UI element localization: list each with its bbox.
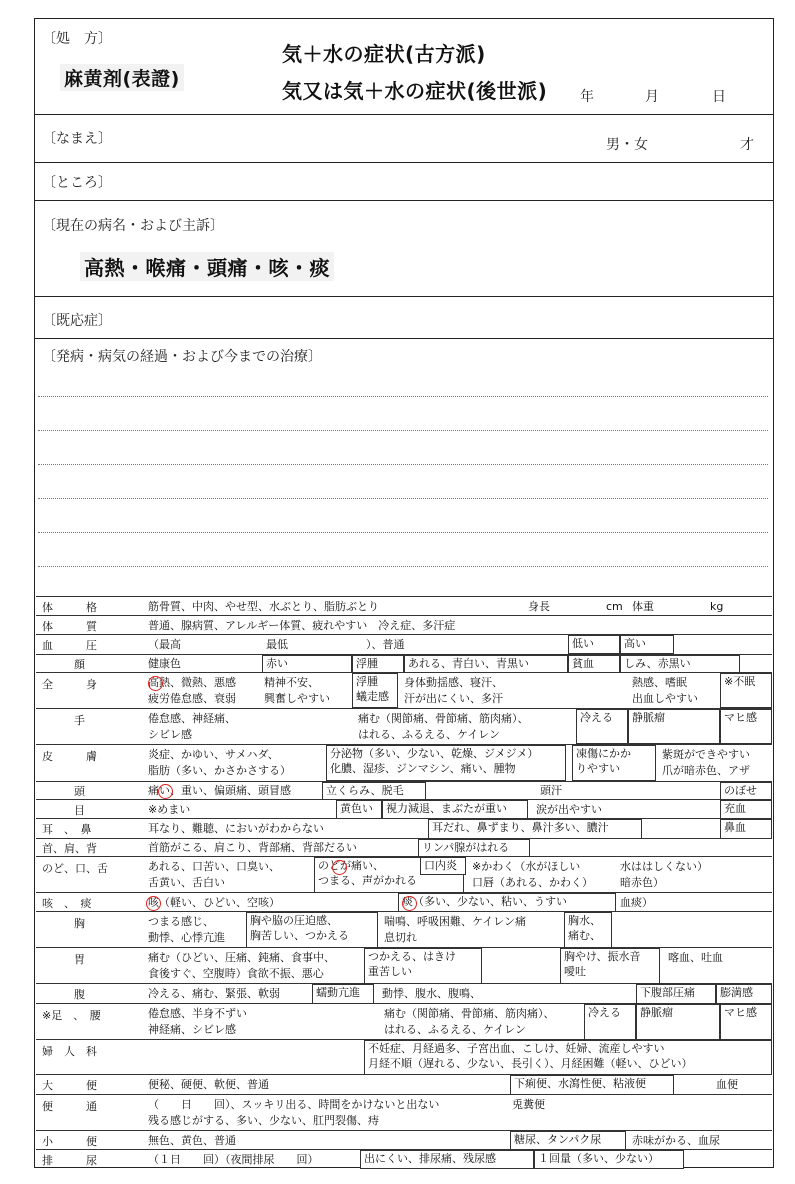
cm-unit: cm [606,600,623,613]
row-options: 視力減退、まぶたが重い [382,800,528,819]
option-text: 月経不順（遅れる、少ない、長引く）、月経困難（軽い、ひどい） [368,1057,693,1070]
row-options: 下痢便、水瀉性便、粘液便 [510,1075,674,1095]
row-options: 痛む（ひどい、圧痛、鈍痛、食事中、 [148,951,335,964]
row-category: ※足 、 腰 [42,1009,101,1022]
row-options: リンパ腺がはれる [418,839,530,857]
row-options [560,948,660,984]
row-constitution [36,615,772,634]
day-label: 日 [712,89,726,105]
row-options: 冷える、痛む、緊張、軟弱 [148,987,280,1000]
sex-field: 男・女 [606,137,648,153]
row-options: 水ははしくない） [620,860,708,873]
height-label: 身長 [528,600,550,613]
row-options: 紫斑ができやすい [662,748,750,761]
row-category: 手 [74,714,85,727]
row-options: はれる、ふるえる、ケイレン [384,1023,526,1036]
row-category: 血 圧 [42,639,97,652]
row-category: のど、口、舌 [42,862,108,875]
row-options: 残る感じがする、多い、少ない、肛門裂傷、痔 [148,1114,379,1127]
row-stool [36,1074,772,1094]
row-options: 蠕動亢進 [312,984,374,1004]
selection-circle [146,896,161,911]
option-text: のどが痛い、 [318,859,384,872]
complaint-value: 高熱・喉痛・頭痛・咳・痰 [80,252,334,281]
row-options: 頭汗 [540,784,562,797]
weight-label: 体重 [632,600,654,613]
prescription-label: 〔処 方〕 [42,31,112,47]
option-text: 凍傷にかか [576,747,631,760]
row-options: 浮腫 [352,655,404,673]
option-text: 分泌物（多い、少ない、乾燥、ジメジメ） [330,747,539,760]
row-chest [36,911,772,947]
row-options [364,1040,772,1075]
row-options [364,948,482,984]
row-options: 動悸、心悸亢進 [148,931,225,944]
option-text: 化膿、湿疹、ジンマシン、痛い、腫物 [330,762,516,775]
bp-high: 高い [620,635,674,654]
row-options: 赤味がかる、血尿 [632,1134,720,1147]
row-category: 顔 [74,658,85,671]
complaint-label: 〔現在の病名・および主訴〕 [42,218,224,234]
selection-circle [158,784,173,799]
row-category: 便 通 [42,1100,97,1113]
row-abdomen [36,983,772,1003]
row-category: 皮 膚 [42,750,97,763]
row-gynecology [36,1039,772,1074]
row-ears-nose [36,818,772,838]
option-text: 噯吐 [564,965,586,978]
row-cough-phlegm [36,892,772,911]
selection-circle [148,676,163,691]
option-text: 重苦しい [368,965,412,978]
option-text: 胸やけ、振水音 [564,950,641,963]
divider [34,162,774,163]
age-label: 才 [740,137,754,153]
row-category: 首、肩、背 [42,842,97,855]
name-label: 〔なまえ〕 [42,131,112,147]
row-options: 痛む（関節痛、骨節痛、筋肉痛）、 [358,712,529,725]
row-options: 爪が暗赤色、アザ [662,764,750,777]
row-options: 鼻血 [720,819,772,839]
row-face [36,654,772,672]
row-throat-mouth-tongue [36,856,772,892]
row-category: 排 尿 [42,1154,97,1167]
row-options: シビレ感 [148,728,192,741]
row-options: 耳だれ、鼻ずまり、鼻汁多い、膿汁 [428,819,642,839]
history-label: 〔既応症〕 [42,313,112,329]
row-options: 出血しやすい [632,692,698,705]
row-options: 食後すぐ、空腹時）食欲不振、悪心 [148,967,324,980]
row-category: 耳 、 鼻 [42,823,92,836]
row-options: 咳（軽い、ひどい、空咳） [148,896,280,909]
row-hands [36,708,772,744]
writing-line [38,566,768,567]
option-text: 胸水、 [568,914,601,927]
row-options: 普通、腺病質、アレルギー体質、疲れやすい 冷え症、多汗症 [148,619,456,632]
row-options: 静脈瘤 [628,709,720,744]
row-category: 体 質 [42,620,97,633]
row-options: 熱感、嗜眠 [632,676,687,689]
row-options: あれる、口苦い、口臭い、 [148,860,280,873]
row-options: 身体動揺感、寝汗、 [404,676,503,689]
month-label: 月 [645,89,659,105]
row-category: 胃 [74,953,85,966]
writing-line [38,532,768,533]
row-options: つまる感じ、 [148,915,214,928]
row-options [572,745,656,781]
divider [34,338,774,339]
row-options: 冷える [576,709,628,744]
bp-low: 低い [568,635,620,654]
row-category: 小 便 [42,1135,97,1148]
row-options: 喘鳴、呼吸困難、ケイレン痛 [384,915,526,928]
row-options: 耳なり、難聴、においがわからない [148,822,324,835]
bp-min: 最低 [266,638,288,651]
row-physique [36,596,772,615]
row-options: あれる、青白い、青黒い [404,655,568,673]
row-options: 膨満感 [716,984,772,1004]
divider [34,200,774,201]
note-line-1: 気＋水の症状(古方派) [282,42,486,66]
row-options: 炎症、かゆい、サメハダ、 [148,748,279,761]
row-options: マヒ感 [720,709,772,744]
row-options: 赤い [262,655,352,673]
row-options: （１日 回）（夜間排尿 回） [148,1153,319,1166]
row-options: 口内炎 [420,857,466,875]
row-options: 神経痛、シビレ感 [148,1023,236,1036]
row-options: ※めまい [148,803,191,816]
row-category: 咳 、 痰 [42,897,92,910]
row-category: 頭 [74,785,85,798]
note-line-2: 気又は気＋水の症状(後世派) [282,79,548,103]
row-bowel-movement [36,1094,772,1130]
row-options: 血痰） [620,896,653,909]
row-options: 喀血、吐血 [668,951,723,964]
row-options: 暗赤色） [620,876,664,889]
row-eyes [36,799,772,818]
row-options: 黄色い [336,800,382,819]
row-urination [36,1149,772,1168]
row-options: 口唇（あれる、かわく） [472,876,593,889]
row-legs-waist [36,1003,772,1039]
row-options: しみ、赤黒い [620,655,740,673]
row-options: のぼせ [720,782,772,800]
row-options: 出にくい、排尿痛、残尿感 [360,1150,534,1169]
option-text: 胸苦しい、つかえる [250,929,349,942]
kg-unit: kg [710,600,724,613]
row-options: 精神不安、 [264,676,319,689]
row-stomach [36,947,772,983]
row-options: 血便 [716,1078,738,1091]
bp-max: （最高 [148,638,181,651]
row-options: 無色、黄色、普通 [148,1134,236,1147]
option-text: 蟻走感 [356,690,389,703]
row-options: ※かわく（水がほしい [472,860,581,873]
row-options: 兎糞便 [512,1098,545,1111]
row-options: 首筋がこる、肩こり、背部痛、背部だるい [148,841,357,854]
row-options: 疲労倦怠感、衰弱 [148,692,236,705]
row-options: 痛い、重い、偏頭痛、頭冒感 [148,784,291,797]
row-blood-pressure [36,634,772,654]
row-whole-body [36,672,772,708]
row-neck-shoulder-back [36,838,772,856]
row-options: 舌黄い、舌白い [148,876,225,889]
row-options: 下腹部圧痛 [636,984,716,1004]
row-options: 冷える [584,1004,636,1040]
row-options [564,912,612,948]
row-options: 息切れ [384,931,417,944]
option-text: つかえる、はきけ [368,950,456,963]
writing-line [38,464,768,465]
row-category: 婦 人 科 [42,1045,97,1058]
writing-line [38,498,768,499]
row-options: １回量（多い、少ない） [534,1150,684,1169]
row-skin [36,744,772,781]
divider [34,296,774,297]
row-category: 体 格 [42,601,97,614]
row-options: 貧血 [568,655,620,673]
row-options: （ 日 回）、スッキリ出る、時間をかけないと出ない [148,1098,440,1111]
row-options: 動悸、腹水、腹鳴、 [382,987,481,1000]
divider [34,114,774,115]
row-options: ※不眠 [720,673,772,708]
year-label: 年 [580,89,594,105]
row-options: 涙が出やすい [536,803,602,816]
row-options: 高熱、微熱、悪感 [148,676,236,689]
row-options: マヒ感 [720,1004,772,1040]
bp-normal: ）、普通 [366,638,405,651]
row-options: はれる、ふるえる、ケイレン [358,728,500,741]
row-options: 倦怠感、半身不ずい [148,1007,247,1020]
course-label: 〔発病・病気の経過・および今までの治療〕 [42,349,322,365]
option-text: 胸や脇の圧迫感、 [250,914,338,927]
row-category: 胸 [74,917,85,930]
writing-line [38,396,768,397]
prescription-value: 麻黄剤(表證) [60,64,184,91]
row-options [352,673,398,708]
writing-line [38,430,768,431]
row-options: 興奮しやすい [264,692,330,705]
row-head [36,781,772,799]
selection-circle [332,860,347,875]
row-category: 全 身 [42,678,97,691]
option-text: 浮腫 [356,675,378,688]
row-options: 糖尿、タンパク尿 [510,1131,626,1150]
option-text: 痛む、 [568,929,601,942]
option-text: りやすい [576,762,620,775]
row-urine [36,1130,772,1149]
row-category: 大 便 [42,1079,97,1092]
row-options: 静脈瘤 [636,1004,720,1040]
row-options: 倦怠感、神経痛、 [148,712,236,725]
row-options: 健康色 [148,657,181,670]
row-options: 脂肪（多い、かさかさする） [148,764,291,777]
address-label: 〔ところ〕 [42,175,112,191]
selection-circle [402,896,417,911]
row-options: 痰（多い、少ない、粘い、うすい [398,893,616,912]
row-category: 腹 [74,988,85,1001]
row-options: 痛む（関節痛、骨節痛、筋肉痛）、 [384,1007,555,1020]
row-options: 筋骨質、中肉、やせ型、水ぶとり、脂肪ぶとり [148,600,379,613]
row-options: 充血 [720,800,772,819]
row-options [246,912,378,948]
row-options: 汗が出にくい、多汗 [404,692,503,705]
option-text: つまる、声がかれる [318,874,417,887]
option-text: 不妊症、月経過多、子宮出血、こしけ、妊婦、流産しやすい [368,1042,665,1055]
row-options: 立くらみ、脱毛 [322,782,426,800]
row-options [326,745,566,781]
row-category: 目 [74,804,85,817]
row-options: 便秘、硬便、軟便、普通 [148,1078,269,1091]
